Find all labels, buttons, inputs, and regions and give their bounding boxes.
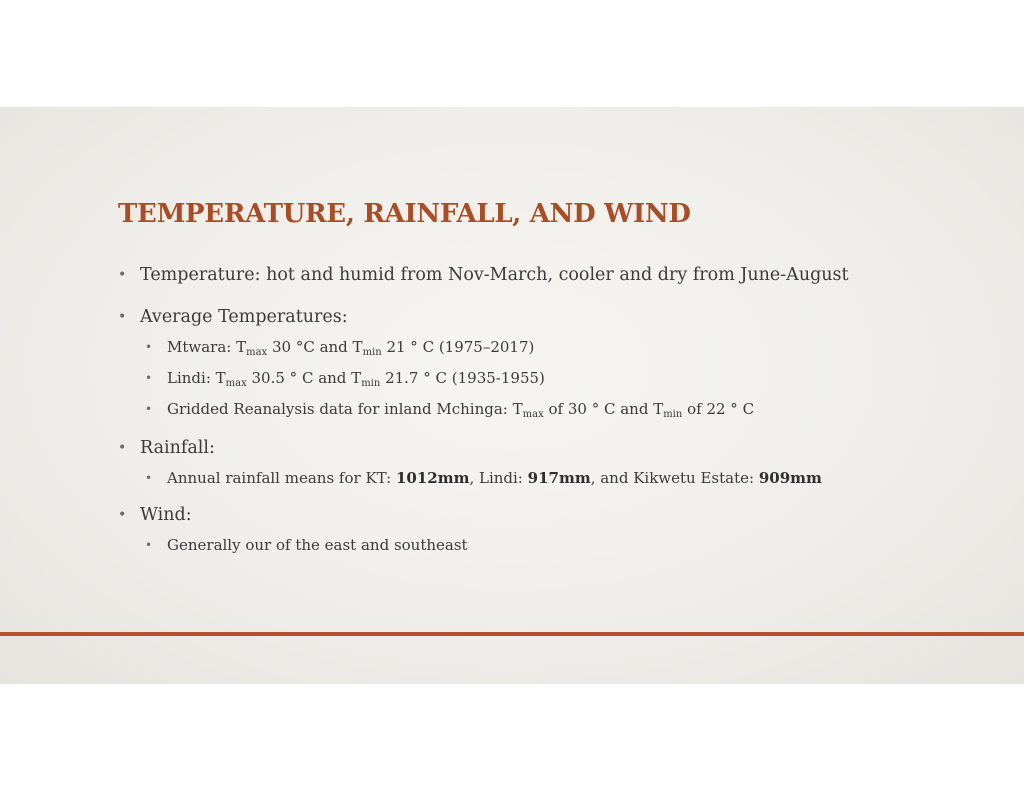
kikwetu-rainfall-value: 909mm [758,469,822,487]
bullet-marker: • [118,507,127,523]
bullet-wind [118,503,998,527]
gridded-label: Gridded Reanalysis data for inland Mchinga: T [167,400,523,418]
mtwara-max-text: 30 °C and T [267,338,363,356]
bullet-marker: • [145,471,153,485]
slide-title: TEMPERATURE, RAINFALL, AND WIND [118,199,691,229]
gridded-max-text: of 30 ° C and T [543,400,664,418]
bullet-average-temperatures [118,305,998,329]
accent-rule [0,632,1024,636]
bullet-marker: • [145,402,153,416]
mtwara-min-text: 21 ° C (1975–2017) [381,338,535,356]
lindi-min-text: 21.7 ° C (1935-1955) [380,369,545,387]
lindi-max-text: 30.5 ° C and T [246,369,362,387]
tmax-subscript: max [246,347,268,358]
bullet-temperature [118,263,998,287]
rainfall-sep-kikwetu: , and Kikwetu Estate: [590,469,759,487]
bullet-marker: • [118,267,127,283]
sub-bullet-lindi [118,367,998,389]
bullet-marker: • [118,309,127,325]
tmax-subscript: max [522,409,544,420]
temperature-text: Temperature: hot and humid from Nov-March, cooler and dry from June-August [140,265,849,285]
tmin-subscript: min [361,378,381,389]
bullet-marker: • [145,371,153,385]
wind-detail-text: Generally our of the east and southeast [167,536,468,554]
rainfall-heading: Rainfall: [140,438,215,458]
sub-bullet-mtwara [118,336,998,358]
sub-bullet-gridded [118,398,998,420]
lindi-rainfall-value: 917mm [527,469,591,487]
bullet-marker: • [118,440,127,456]
mtwara-label: Mtwara: T [167,338,247,356]
tmin-subscript: min [663,409,683,420]
gridded-min-text: of 22 ° C [682,400,755,418]
wind-heading: Wind: [140,505,192,525]
kt-rainfall-value: 1012mm [395,469,470,487]
slide-content [118,263,998,556]
sub-bullet-wind-detail [118,534,998,556]
lindi-label: Lindi: T [167,369,226,387]
bullet-marker: • [145,340,153,354]
rainfall-means-prefix: Annual rainfall means for KT: [167,469,396,487]
tmax-subscript: max [225,378,247,389]
bullet-rainfall [118,436,998,460]
sub-bullet-rainfall-means [118,467,998,489]
tmin-subscript: min [362,347,382,358]
slide [0,107,1024,684]
bullet-marker: • [145,538,153,552]
average-temperatures-heading: Average Temperatures: [140,307,348,327]
rainfall-sep-lindi: , Lindi: [469,469,528,487]
